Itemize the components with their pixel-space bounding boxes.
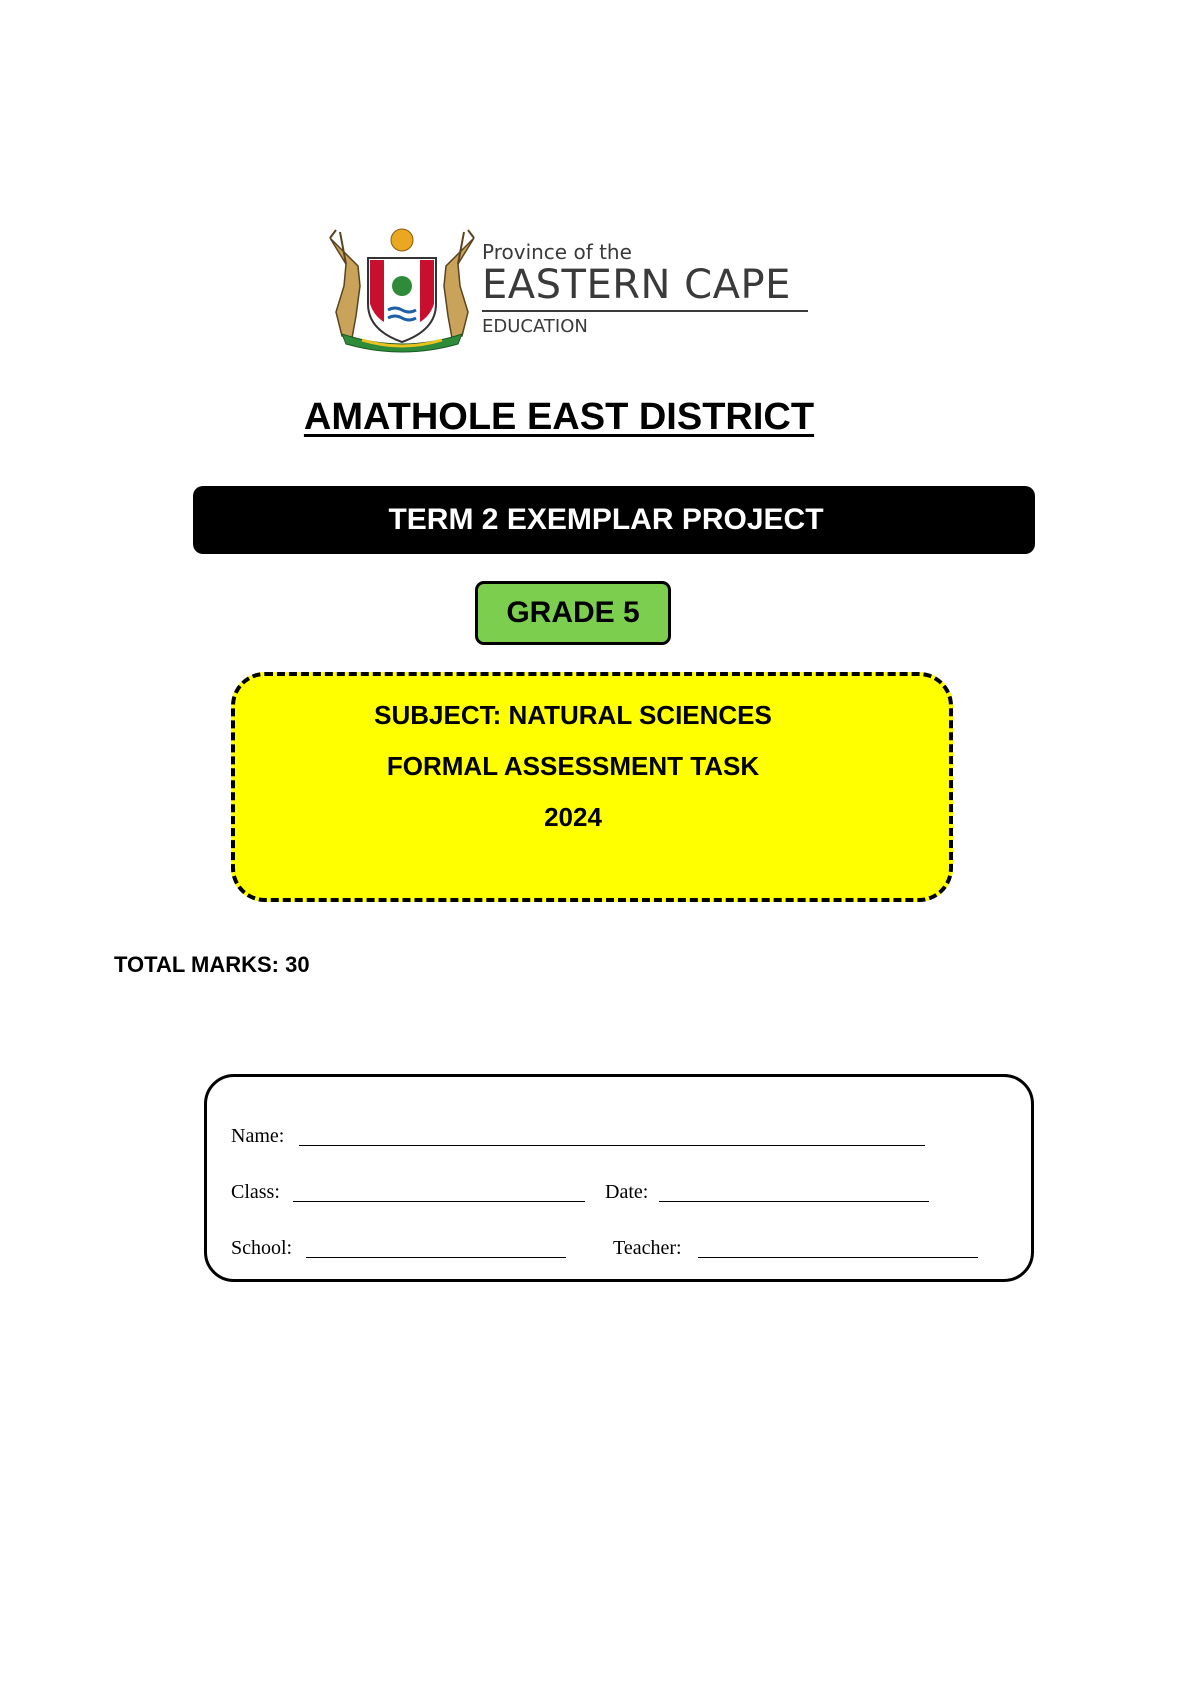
district-title: AMATHOLE EAST DISTRICT (303, 396, 815, 438)
class-field[interactable] (293, 1201, 585, 1202)
name-field[interactable] (299, 1145, 925, 1146)
year-label: 2024 (544, 802, 602, 832)
name-label: Name: (231, 1125, 285, 1147)
eastern-cape-education-logo (322, 226, 812, 356)
grade-badge: GRADE 5 (475, 581, 671, 645)
subject-box (231, 672, 953, 902)
school-label: School: (231, 1237, 293, 1259)
total-marks: TOTAL MARKS: 30 (114, 952, 310, 977)
teacher-field[interactable] (698, 1257, 978, 1258)
class-label: Class: (231, 1181, 280, 1203)
coat-of-arms-icon (322, 226, 482, 356)
school-field[interactable] (306, 1257, 566, 1258)
logo-education-text: EDUCATION (482, 316, 588, 337)
logo-divider (482, 310, 808, 312)
logo-province-text: Province of the (482, 240, 632, 264)
assessment-task-title: FORMAL ASSESSMENT TASK (386, 751, 760, 781)
teacher-label: Teacher: (613, 1237, 682, 1259)
date-label: Date: (605, 1181, 649, 1203)
logo-eastern-cape-text: EASTERN CAPE (482, 262, 791, 308)
date-field[interactable] (659, 1201, 929, 1202)
project-banner: TERM 2 EXEMPLAR PROJECT (193, 486, 1035, 554)
learner-details-box (204, 1074, 1034, 1282)
subject-title: SUBJECT: NATURAL SCIENCES (374, 700, 772, 730)
